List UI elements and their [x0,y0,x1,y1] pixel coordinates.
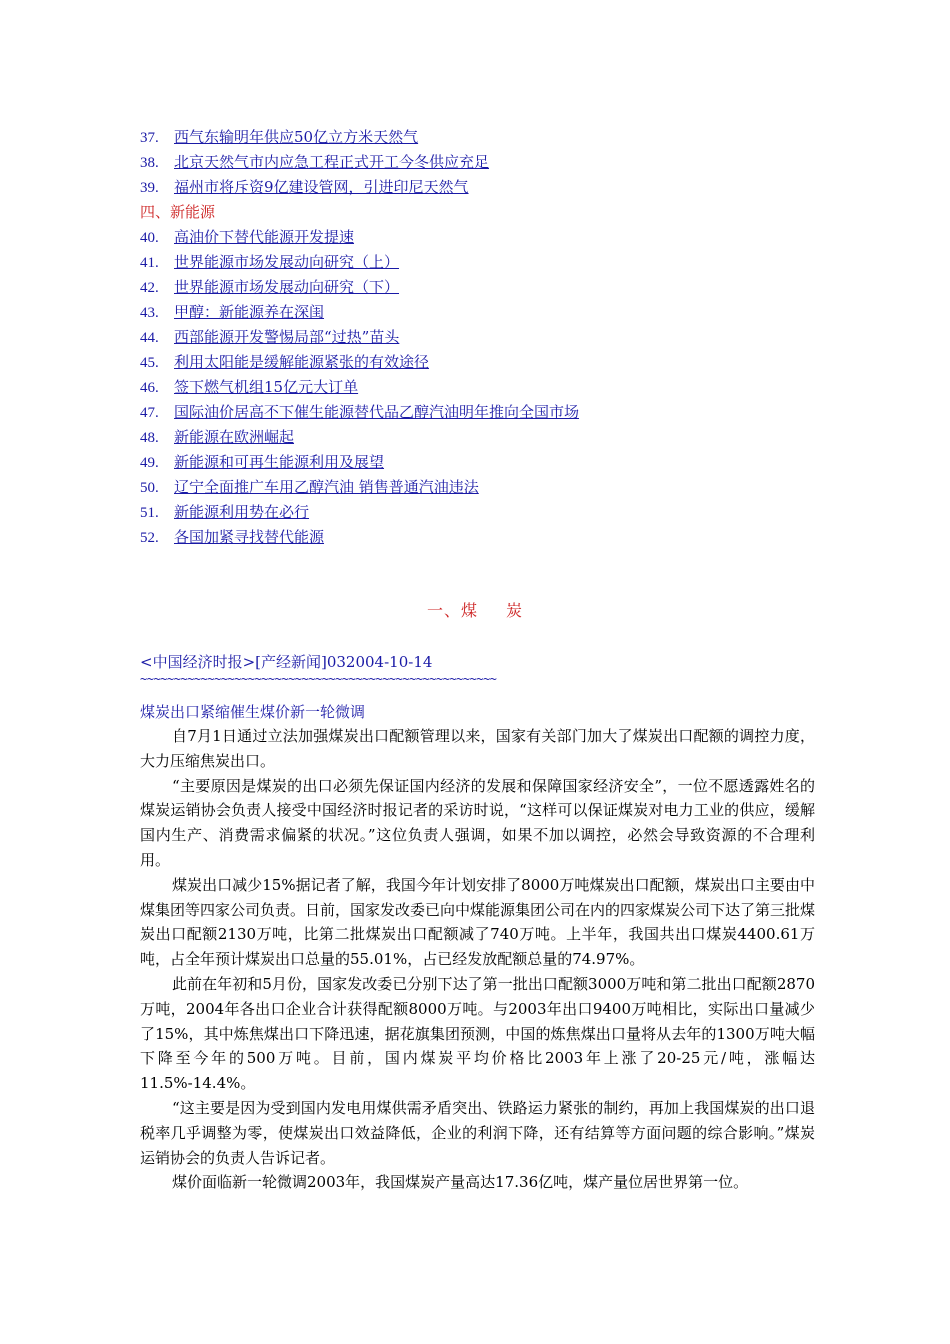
toc-item-link[interactable]: 西部能源开发警惕局部“过热”苗头 [174,328,400,346]
toc-item[interactable] [140,400,840,425]
article-paragraph: “主要原因是煤炭的出口必须先保证国内经济的发展和保障国家经济安全”，一位不愿透露姓名的煤炭运销协会负责人接受中国经济时报记者的采访时说，“这样可以保证煤炭对电力工业的供应，缓解国内生产、消费需求偏紧的状况。”这位负责人强调，如果不加以调控，必然会导致资源的不合理利用。 [140,776,815,869]
toc-item-number: 48. [140,430,159,446]
toc-item-number: 44. [140,330,159,346]
toc-item-number: 40. [140,230,159,246]
toc-item-link[interactable]: 世界能源市场发展动向研究（上） [174,253,400,271]
toc-item-link[interactable]: 签下燃气机组15亿元大订单 [174,378,359,396]
toc-item-link[interactable]: 各国加紧寻找替代能源 [174,528,325,546]
toc-item[interactable] [140,450,840,475]
toc-item-link[interactable]: 利用太阳能是缓解能源紧张的有效途径 [174,353,430,371]
toc-item[interactable] [140,300,840,325]
toc-item[interactable] [140,250,840,275]
toc-item-number: 43. [140,305,159,321]
toc-item-number: 51. [140,505,159,521]
separator-line: ~~~~~~~~~~~~~~~~~~~~~~~~~~~~~~~~~~~~~~~~~~~~~~~~~~~~~ [140,672,497,686]
toc-item-number: 52. [140,530,159,546]
toc-item[interactable] [140,500,840,525]
toc-item-number: 38. [140,155,159,171]
toc-section-heading [140,200,840,225]
toc-item-number: 47. [140,405,159,421]
article-body [140,724,815,1195]
toc-item-number: 50. [140,480,159,496]
toc-item-number: 41. [140,255,159,271]
toc-item-link[interactable]: 新能源利用势在必行 [174,503,310,521]
toc-item[interactable] [140,125,840,150]
toc-item-link[interactable]: 新能源在欧洲崛起 [174,428,295,446]
section-title-part: 炭 [506,601,524,620]
table-of-contents [140,125,840,550]
toc-item-link[interactable]: 世界能源市场发展动向研究（下） [174,278,400,296]
toc-item-link[interactable]: 高油价下替代能源开发提速 [174,228,355,246]
toc-item-link[interactable]: 国际油价居高不下催生能源替代品乙醇汽油明年推向全国市场 [174,403,580,421]
toc-item[interactable] [140,375,840,400]
toc-item-number: 45. [140,355,159,371]
toc-item[interactable] [140,275,840,300]
toc-item-link[interactable]: 西气东输明年供应50亿立方米天然气 [174,128,419,146]
article-paragraph: 此前在年初和5月份，国家发改委已分别下达了第一批出口配额3000万吨和第二批出口配额2870万吨，2004年各出口企业合计获得配额8000万吨。与2003年出口9400万吨相比，实际出口量减少了15%，其中炼焦煤出口下降迅速，据花旗集团预测，中国的炼焦煤出口量将从去年的1300万吨大幅下降至今年的500万吨。目前，国内煤炭平均价格比2003年上涨了20-25元/吨，涨幅达11.5%-14.4%。 [140,974,815,1093]
toc-item-number: 39. [140,180,159,196]
toc-item[interactable] [140,425,840,450]
toc-item[interactable] [140,225,840,250]
article-paragraph: 自7月1日通过立法加强煤炭出口配额管理以来，国家有关部门加大了煤炭出口配额的调控力度，大力压缩焦炭出口。 [140,727,815,770]
article-paragraph: 煤炭出口减少15%据记者了解，我国今年计划安排了8000万吨煤炭出口配额，煤炭出口主要由中煤集团等四家公司负责。日前，国家发改委已向中煤能源集团公司在内的四家煤炭公司下达了第三批煤炭出口配额2130万吨，比第二批煤炭出口配额减了740万吨。上半年，我国共出口煤炭4400.61万吨，占全年预计煤炭出口总量的55.01%，占已经发放配额总量的74.97%。 [140,875,816,969]
toc-heading-text: 四、新能源 [140,203,216,221]
toc-item-link[interactable]: 甲醇：新能源养在深闺 [174,303,325,321]
toc-item-number: 46. [140,380,159,396]
toc-item-link[interactable]: 福州市将斥资9亿建设管网，引进印尼天然气 [174,178,469,196]
toc-item-number: 37. [140,130,159,146]
toc-item[interactable] [140,325,840,350]
article-title: 煤炭出口紧缩催生煤价新一轮微调 [140,703,366,721]
toc-item[interactable] [140,150,840,175]
toc-item-link[interactable]: 辽宁全面推广车用乙醇汽油 销售普通汽油违法 [174,478,479,496]
toc-item[interactable] [140,175,840,200]
article-source: <中国经济时报>[产经新闻]032004-10-14 [140,653,433,671]
toc-item-link[interactable]: 北京天然气市内应急工程正式开工今冬供应充足 [174,153,490,171]
section-title [0,598,950,621]
toc-item[interactable] [140,525,840,550]
article-paragraph: 煤价面临新一轮微调2003年，我国煤炭产量高达17.36亿吨，煤产量位居世界第一位。 [172,1173,749,1192]
toc-item-number: 42. [140,280,159,296]
toc-item[interactable] [140,475,840,500]
toc-item[interactable] [140,350,840,375]
article-paragraph: “这主要是因为受到国内发电用煤供需矛盾突出、铁路运力紧张的制约，再加上我国煤炭的出口退税率几乎调整为零，使煤炭出口效益降低，企业的利润下降，还有结算等方面问题的综合影响。”煤炭运销协会的负责人告诉记者。 [140,1098,815,1167]
section-title-part: 一、煤 [426,601,478,620]
toc-item-number: 49. [140,455,159,471]
toc-item-link[interactable]: 新能源和可再生能源利用及展望 [174,453,385,471]
